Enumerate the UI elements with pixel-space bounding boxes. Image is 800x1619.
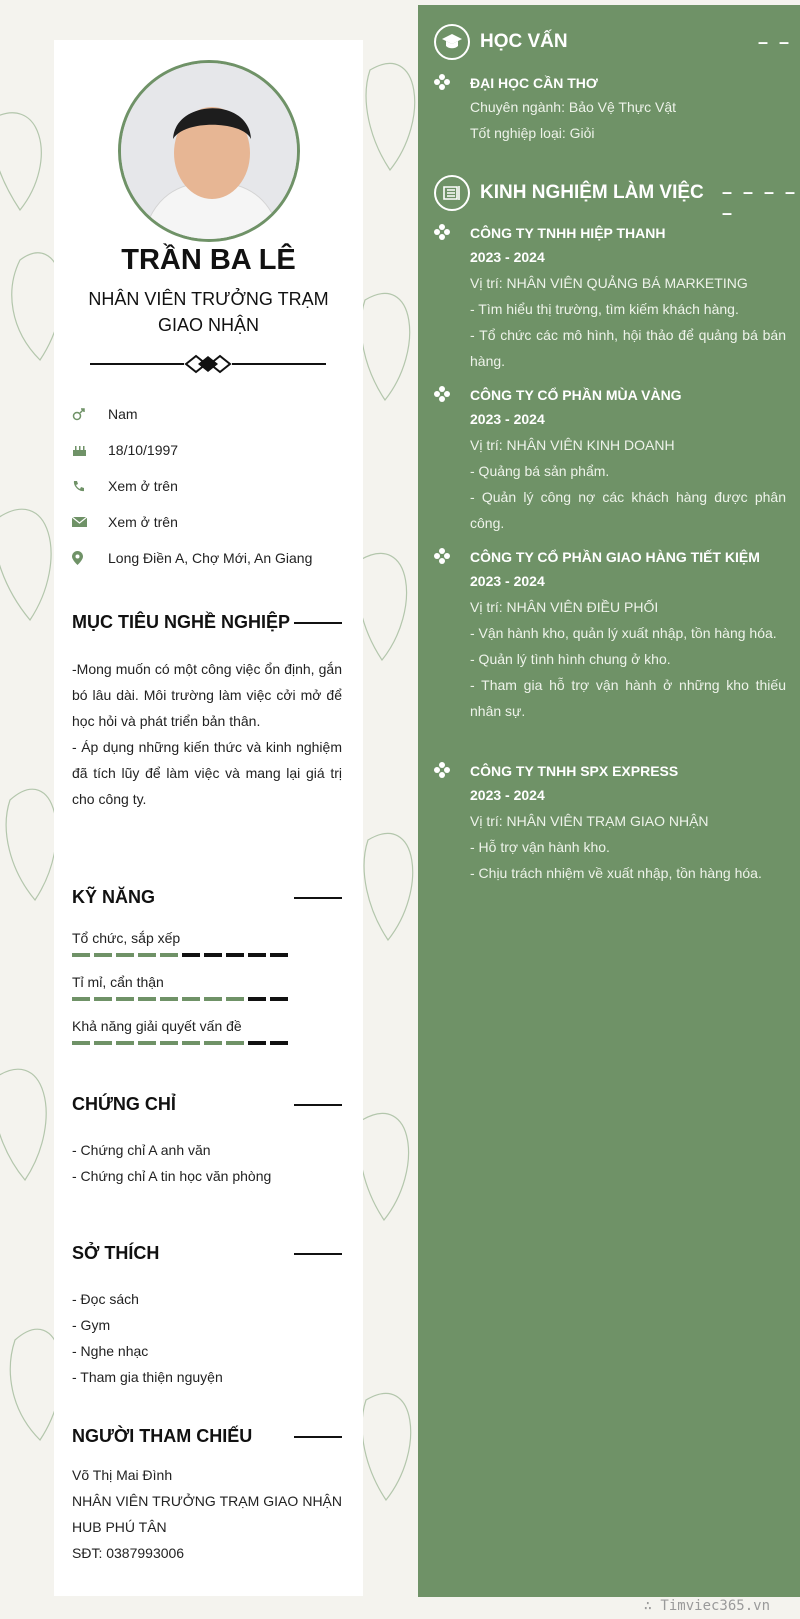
skill-item xyxy=(72,1016,342,1060)
education-heading xyxy=(434,24,568,60)
skill-dot xyxy=(226,953,244,957)
hobby-item: - Gym xyxy=(72,1317,111,1333)
reference-title: NGƯỜI THAM CHIẾU xyxy=(72,1426,253,1446)
email-value: Xem ở trên xyxy=(108,514,178,530)
heading-dashes: – – xyxy=(758,32,793,52)
skill-dot xyxy=(248,997,266,1001)
info-birthday xyxy=(72,432,352,468)
job-detail: - Tổ chức các mô hình, hội thảo để quảng bá bán hàng. xyxy=(470,327,786,369)
skill-dot xyxy=(138,1041,156,1045)
skill-item xyxy=(72,928,342,972)
graduation-cap-icon xyxy=(434,24,470,60)
education-grade: Tốt nghiệp loại: Giỏi xyxy=(470,125,595,141)
skill-dot xyxy=(270,997,288,1001)
heading-rule xyxy=(294,1253,342,1255)
skill-label: Tổ chức, sắp xếp xyxy=(72,930,181,946)
gender-icon xyxy=(72,407,108,421)
education-major: Chuyên ngành: Bảo Vệ Thực Vật xyxy=(470,99,677,115)
education-entry xyxy=(434,72,786,146)
job-detail: - Quảng bá sản phẩm. xyxy=(470,463,610,479)
hobby-item: - Đọc sách xyxy=(72,1291,139,1307)
location-pin-icon xyxy=(72,551,108,565)
candidate-role: NHÂN VIÊN TRƯỞNG TRẠM GIAO NHẬN xyxy=(88,289,329,335)
hobby-item: - Nghe nhạc xyxy=(72,1343,149,1359)
info-phone xyxy=(72,468,352,504)
skill-dot xyxy=(204,1041,222,1045)
objective-title: MỤC TIÊU NGHỀ NGHIỆP xyxy=(72,612,291,632)
skill-level-bar xyxy=(72,997,342,1001)
hobby-item: - Tham gia thiện nguyện xyxy=(72,1369,223,1385)
skill-dot xyxy=(72,953,90,957)
birthday-value: 18/10/1997 xyxy=(108,442,179,458)
heading-dashes: – – – – – xyxy=(722,182,799,223)
job-detail: - Quản lý tình hình chung ở kho. xyxy=(470,651,671,667)
skill-dot xyxy=(94,997,112,1001)
skills-list xyxy=(72,928,342,1060)
job-entry xyxy=(434,384,786,536)
email-icon xyxy=(72,516,108,528)
reference-phone: SĐT: 0387993006 xyxy=(72,1545,185,1561)
heading-rule xyxy=(294,897,342,899)
job-detail: - Quản lý công nợ các khách hàng được phân công. xyxy=(470,489,786,531)
job-entry xyxy=(434,222,786,374)
company-name: CÔNG TY CỔ PHẦN GIAO HÀNG TIẾT KIỆM xyxy=(470,549,760,565)
skills-heading xyxy=(72,887,342,908)
info-gender xyxy=(72,396,352,432)
skill-dot xyxy=(138,997,156,1001)
certificates-heading xyxy=(72,1094,342,1115)
objective-heading xyxy=(72,612,342,633)
skill-dot xyxy=(160,1041,178,1045)
job-position: Vị trí: NHÂN VIÊN TRẠM GIAO NHẬN xyxy=(470,813,709,829)
skill-item xyxy=(72,972,342,1016)
watermark: ∴ Timviec365.vn xyxy=(643,1598,770,1614)
job-years: 2023 - 2024 xyxy=(470,573,545,589)
profile-photo xyxy=(118,60,300,242)
book-icon xyxy=(434,175,470,211)
experience-heading xyxy=(434,175,704,211)
skill-dot xyxy=(182,953,200,957)
company-name: CÔNG TY TNHH SPX EXPRESS xyxy=(470,763,679,779)
skill-dot xyxy=(138,953,156,957)
reference-details xyxy=(72,1462,342,1566)
certificates-list xyxy=(72,1137,342,1189)
job-entry xyxy=(434,546,786,724)
skill-dot xyxy=(270,1041,288,1045)
info-address xyxy=(72,540,352,576)
address-value: Long Điền A, Chợ Mới, An Giang xyxy=(108,550,313,566)
objective-line: -Mong muốn có một công việc ổn định, gắn bó lâu dài. Môi trường làm việc cởi mở để học hỏi và phát triển bản thân. xyxy=(72,661,342,729)
skill-dot xyxy=(248,953,266,957)
skill-dot xyxy=(182,1041,200,1045)
heading-rule xyxy=(294,622,342,624)
skill-dot xyxy=(72,1041,90,1045)
hobbies-title: SỞ THÍCH xyxy=(72,1243,160,1263)
skills-title: KỸ NĂNG xyxy=(72,887,156,907)
skill-dot xyxy=(248,1041,266,1045)
phone-icon xyxy=(72,480,108,493)
job-years: 2023 - 2024 xyxy=(470,787,545,803)
skill-dot xyxy=(204,997,222,1001)
hobbies-heading xyxy=(72,1243,342,1264)
certificate-item: - Chứng chỉ A anh văn xyxy=(72,1142,211,1158)
experience-title: KINH NGHIỆM LÀM VIỆC xyxy=(480,182,704,203)
info-email xyxy=(72,504,352,540)
skill-label: Tỉ mỉ, cẩn thận xyxy=(72,974,164,990)
skill-level-bar xyxy=(72,1041,342,1045)
education-title: HỌC VẤN xyxy=(480,31,568,52)
reference-name: Võ Thị Mai Đình xyxy=(72,1467,173,1483)
heading-rule xyxy=(294,1436,342,1438)
flower-bullet-icon xyxy=(434,548,450,564)
hobbies-list xyxy=(72,1286,342,1390)
flower-bullet-icon xyxy=(434,762,450,778)
job-detail: - Hỗ trợ vận hành kho. xyxy=(470,839,610,855)
flower-bullet-icon xyxy=(434,386,450,402)
job-entry xyxy=(434,760,786,886)
reference-heading xyxy=(72,1426,342,1447)
job-detail: - Tham gia hỗ trợ vận hành ở những kho thiếu nhân sự. xyxy=(470,677,786,719)
gender-value: Nam xyxy=(108,406,138,422)
flower-bullet-icon xyxy=(434,224,450,240)
skill-dot xyxy=(116,953,134,957)
company-name: CÔNG TY CỔ PHẦN MÙA VÀNG xyxy=(470,387,682,403)
skill-dot xyxy=(94,1041,112,1045)
birthday-cake-icon xyxy=(72,443,108,457)
job-detail: - Chịu trách nhiệm về xuất nhập, tồn hàng hóa. xyxy=(470,865,762,881)
skill-dot xyxy=(116,1041,134,1045)
flower-bullet-icon xyxy=(434,74,450,90)
name-divider xyxy=(90,354,326,374)
skill-dot xyxy=(160,997,178,1001)
skill-dot xyxy=(226,997,244,1001)
candidate-name: TRẦN BA LÊ xyxy=(121,244,296,276)
skill-dot xyxy=(94,953,112,957)
skill-dot xyxy=(160,953,178,957)
skill-dot xyxy=(270,953,288,957)
company-name: CÔNG TY TNHH HIỆP THANH xyxy=(470,225,666,241)
objective-text xyxy=(72,656,342,812)
skill-dot xyxy=(226,1041,244,1045)
job-position: Vị trí: NHÂN VIÊN KINH DOANH xyxy=(470,437,675,453)
job-position: Vị trí: NHÂN VIÊN ĐIỀU PHỐI xyxy=(470,599,659,615)
skill-level-bar xyxy=(72,953,342,957)
skill-dot xyxy=(72,997,90,1001)
job-detail: - Vận hành kho, quản lý xuất nhập, tồn hàng hóa. xyxy=(470,625,777,641)
phone-value: Xem ở trên xyxy=(108,478,178,494)
reference-position: NHÂN VIÊN TRƯỞNG TRẠM GIAO NHẬN HUB PHÚ TÂN xyxy=(72,1493,342,1535)
skill-dot xyxy=(116,997,134,1001)
job-years: 2023 - 2024 xyxy=(470,411,545,427)
skill-label: Khả năng giải quyết vấn đề xyxy=(72,1018,242,1034)
skill-dot xyxy=(204,953,222,957)
certificates-title: CHỨNG CHỈ xyxy=(72,1094,176,1114)
school-name: ĐẠI HỌC CẦN THƠ xyxy=(470,75,598,91)
job-years: 2023 - 2024 xyxy=(470,249,545,265)
job-detail: - Tìm hiểu thị trường, tìm kiếm khách hàng. xyxy=(470,301,739,317)
skill-dot xyxy=(182,997,200,1001)
heading-rule xyxy=(294,1104,342,1106)
job-position: Vị trí: NHÂN VIÊN QUẢNG BÁ MARKETING xyxy=(470,275,748,291)
certificate-item: - Chứng chỉ A tin học văn phòng xyxy=(72,1168,272,1184)
objective-line: - Áp dụng những kiến thức và kinh nghiệm đã tích lũy để làm việc và mang lại giá trị cho công ty. xyxy=(72,739,342,807)
personal-info xyxy=(72,396,352,576)
